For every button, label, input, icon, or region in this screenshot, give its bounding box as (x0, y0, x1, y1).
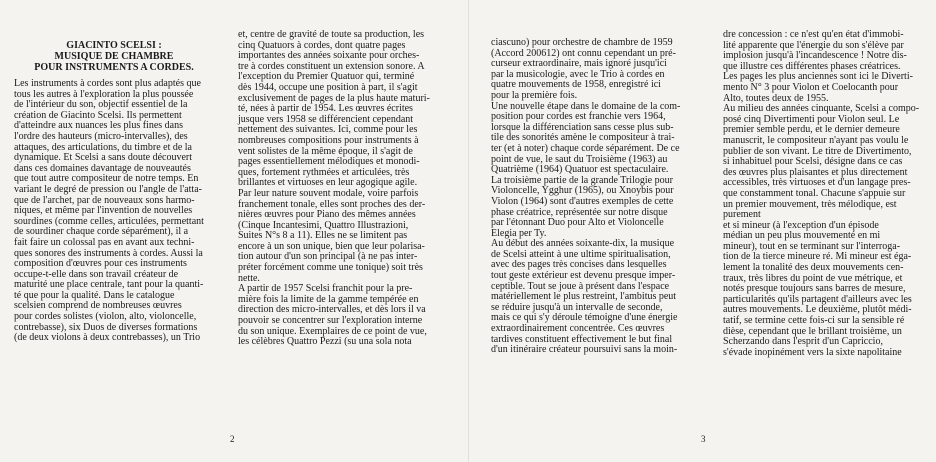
text-line: Les instruments à cordes sont plus adaptés que (14, 78, 201, 89)
text-line: par la musicologie, avec le Trio à cordes en (491, 68, 665, 80)
column-3-text (491, 38, 705, 356)
text-line: nombreuses compositions pour instruments à (238, 134, 419, 146)
text-line: ceptible. Tout se joue à présent dans l'espace (491, 280, 670, 292)
text-line: dre concession : ce n'est qu'en état d'immobi- (723, 29, 904, 40)
text-line: Au début des années soixante-dix, la musique (491, 238, 675, 250)
text-line: point de vue, le saut du Troisième (1963) au (491, 153, 668, 165)
text-line: Alto, toutes deux de 1955. (723, 92, 829, 104)
text-line: tardives constituent effectivement le but final (491, 333, 673, 345)
text-line: A partir de 1957 Scelsi franchit pour la pre- (238, 283, 413, 295)
page-number-right: 3 (701, 434, 706, 444)
text-line: té que pour la qualité. Dans le catalogue (14, 289, 175, 301)
text-line: d'un itinéraire créateur poursuivi sans la moin- (491, 344, 678, 356)
text-line: niques, et même par l'invention de nouvelles (14, 205, 193, 217)
text-line: traux, très libres du point de vue métrique, et (723, 272, 903, 284)
text-line: scelsien comprend de nombreuses œuvres (14, 300, 182, 312)
page-number-left: 2 (230, 434, 235, 444)
text-line: se réduire jusqu'à un intervalle de seconde, (491, 301, 663, 313)
text-line: que illustre ces différentes phases créatrices. (723, 60, 901, 72)
text-line: ques, fortement rythmées et articulées, très (238, 166, 410, 178)
text-line: l'ordre des hauteurs (micro-intervalles), des (14, 130, 188, 142)
text-line: tatif, se termine cette fois-ci sur la sensible ré (723, 315, 905, 327)
title-line: POUR INSTRUMENTS A CORDES. (34, 62, 194, 73)
text-line: tile des sonorités amène le compositeur à trai- (491, 132, 675, 144)
text-line: que de l'archet, par de nouveaux sons harmo- (14, 194, 195, 206)
text-line: mineur), tout en se terminant sur l'interroga- (723, 240, 901, 252)
text-line: d'atteindre aux nuances les plus fines dans (14, 120, 183, 132)
text-line: particularités qu'ils partagent d'ailleurs avec les (723, 293, 912, 305)
text-line: pouvoir se concentrer sur l'exploration interne (238, 315, 423, 327)
text-line: mento N° 3 pour Violon et Coelocanth pour (723, 81, 899, 93)
text-line: pages essentiellement mélodiques et monodi- (238, 156, 420, 168)
text-line: brillantes et virtuoses en leur agogique agile. (238, 177, 418, 189)
column-4-text (723, 30, 931, 358)
text-line: variant le degré de pression ou l'angle de l'atta- (14, 183, 202, 195)
text-line: dès 1944, occupe une position à part, il s'agit (238, 81, 418, 93)
text-line: du son unique. Exemplaires de ce point de vue, (238, 325, 427, 337)
text-line: que constamment tonal. Chacune s'appuie sur (723, 187, 906, 199)
title-line: MUSIQUE DE CHAMBRE (54, 51, 174, 62)
text-line: ques sonores des instruments à cordes. Aussi la (14, 247, 203, 259)
text-line: tout geste extérieur est devenu presque imper- (491, 270, 676, 282)
column-2-text (238, 30, 452, 348)
text-line: phase créatrice, représentée sur notre disque (491, 206, 668, 218)
text-line: exclusivement de pages de la plus haute maturi- (238, 92, 430, 104)
text-line: de l'intérieur du son, objectif essentiel de la (14, 99, 188, 111)
text-line: Elegia per Ty. (491, 227, 547, 239)
text-line: préter forcément comme une tonique) soit très (238, 262, 423, 274)
text-line: pour cordes solistes (violon, alto, violoncelle, (14, 311, 197, 323)
text-line: attaques, des articulations, du timbre et de la (14, 141, 192, 153)
text-line: direction des micro-intervalles, et dès lors il va (238, 304, 426, 316)
text-line: dièse, cependant que le brillant troisième, un (723, 325, 902, 337)
text-line: position pour cordes est franchie vers 1964, (491, 111, 666, 123)
text-line: Une nouvelle étape dans le domaine de la com- (491, 100, 681, 112)
text-line: vent solistes de la même époque, il s'agit de (238, 145, 413, 157)
text-line: notés presque toujours sans barres de mesure, (723, 283, 906, 295)
text-line: sourdines (comme celles, articulées, permettant (14, 215, 204, 227)
text-line: par l'étonnant Duo pour Alto et Violoncelle (491, 217, 664, 229)
text-line: nette. (238, 272, 260, 284)
text-line: encore à un son unique, bien que leur polarisa- (238, 240, 425, 252)
text-line: avec des pages très concises dans lesquelles (491, 259, 667, 271)
text-line: fait faire un colossal pas en avant aux techni- (14, 236, 195, 248)
text-line: de Scelsi atteint à une ultime spiritualisation, (491, 248, 671, 260)
text-line: manuscrit, le compositeur n'ayant pas voulu le (723, 134, 909, 146)
text-line: pour la première fois. (491, 89, 578, 101)
text-line: publier de son vivant. Le titre de Divertimento, (723, 145, 912, 157)
text-line: tion autour d'un son principal (à ne pas inter- (238, 251, 418, 263)
text-line: curseur extraordinaire, mais ignoré jusqu'ici (491, 58, 667, 70)
text-line: lité apparente que l'énergie du son s'élève par (723, 39, 904, 51)
text-line: mais ce qui s'y déroule témoigne d'une énergie (491, 312, 678, 324)
text-line: extraordinairement concentrée. Ces œuvres (491, 323, 665, 335)
text-line: tous les autres à l'exploration la plus poussée (14, 88, 194, 100)
text-line: (Cinque Incantesimi, Quattro Illustrazioni, (238, 219, 409, 231)
text-line: que tout autre compositeur de notre temps. En (14, 173, 199, 185)
column-1 (14, 40, 214, 344)
text-line: un premier mouvement, très mélodique, est purement (723, 198, 897, 221)
text-line: matériellement le plus restreint, l'ambitus peut (491, 291, 677, 303)
text-line: Scherzando dans l'esprit d'un Capriccio, (723, 336, 883, 348)
text-line: s'évade inopinément vers la sixte napolitaine (723, 346, 902, 358)
text-line: posé cinq Divertimenti pour Violon seul. Le (723, 113, 900, 125)
text-line: ciascuno) pour orchestre de chambre de 1959 (491, 37, 673, 48)
text-line: té, nées à partir de 1954. Les œuvres écrites (238, 103, 413, 115)
text-line: accessibles, très virtuoses et d'un langage pres- (723, 177, 911, 189)
text-line: nières œuvres pour Piano des mêmes années (238, 209, 416, 221)
text-line: jusque vers 1958 se différencient cependant (238, 113, 414, 125)
text-line: autres mouvements. Le deuxième, plutôt médi- (723, 304, 912, 316)
text-line: (Accord 200612) ont connu cependant un pré- (491, 47, 676, 59)
text-line: de sourdiner chaque corde séparément), il a (14, 226, 189, 238)
text-line: La troisième partie de la grande Trilogie pour (491, 174, 673, 186)
text-line: implosion jusqu'à l'incandescence ! Notre dis- (723, 50, 907, 62)
text-line: Violoncelle, Ygghur (1965), ou Xnoybis pour (491, 185, 674, 197)
text-line: lement la tonalité des deux mouvements cen- (723, 262, 904, 274)
text-line: lorsque la différenciation sans cesse plus sub- (491, 121, 674, 133)
text-line: mière fois la limite de la gamme tempérée en (238, 293, 419, 305)
text-line: Au milieu des années cinquante, Scelsi a compo- (723, 103, 920, 115)
text-line: tre à cordes constituent un extension sonore. A (238, 60, 425, 72)
column-3 (491, 38, 705, 356)
text-line: franchement tonale, elles sont proches des der- (238, 198, 426, 210)
text-line: premier semble perdu, et le dernier demeure (723, 124, 900, 136)
text-line: les célèbres Quattro Pezzi (su una sola nota (238, 336, 412, 348)
text-line: maturité une place centrale, tant pour la quanti- (14, 279, 204, 291)
text-line: tion de la tierce mineure ré. Mi mineur est éga- (723, 251, 912, 263)
page-right (468, 0, 936, 462)
text-line: dynamique. Et Scelsi a sans doute découvert (14, 152, 193, 164)
text-line: Quatrième (1964) Quatuor est spectaculaire. (491, 164, 669, 176)
text-line: et si mineur (à l'exception d'un épisode (723, 219, 879, 231)
article-title (14, 40, 214, 73)
text-line: si inhabituel pour Scelsi, désigne dans ce cas (723, 156, 903, 168)
text-line: Violon (1964) sont d'autres exemples de cette (491, 195, 674, 207)
text-line: Par leur nature souvent modale, voire parfois (238, 187, 419, 199)
text-line: création de Giacinto Scelsi. Ils permettent (14, 109, 182, 121)
text-line: des œuvres plus plaisantes et plus directement (723, 166, 908, 178)
column-4 (723, 30, 931, 358)
text-line: composition d'œuvres pour ces instruments (14, 258, 187, 270)
text-line: cinq Quatuors à cordes, dont quatre pages (238, 39, 406, 51)
column-2 (238, 30, 452, 348)
text-line: quatre mouvements de 1958, enregistré ici (491, 79, 661, 91)
column-1-text (14, 79, 214, 344)
text-line: nettement des suivantes. Ici, comme pour les (238, 124, 418, 136)
title-line: GIACINTO SCELSI : (66, 40, 162, 51)
text-line: ter (et à noter) chaque corde séparément. De ce (491, 142, 680, 154)
text-line: Les pages les plus anciennes sont ici le Diverti- (723, 71, 913, 83)
text-line: importantes des années soixante pour orches- (238, 50, 420, 62)
text-line: l'exception du Premier Quatuor qui, terminé (238, 71, 415, 83)
text-line: occupe-t-elle dans son travail créateur de (14, 268, 179, 280)
text-line: (de deux violons à deux contrebasses), un Trio (14, 332, 201, 344)
text-line: médian un peu plus mouvementé en mi (723, 230, 881, 242)
text-line: dans ces domaines davantage de nouveautés (14, 162, 191, 174)
text-line: contrebasse), six Duos de diverses formations (14, 321, 198, 333)
text-line: et, centre de gravité de toute sa production, les (238, 29, 425, 40)
text-line: Suites N°s 8 a 11). Elles ne se limitent pas (238, 230, 408, 242)
